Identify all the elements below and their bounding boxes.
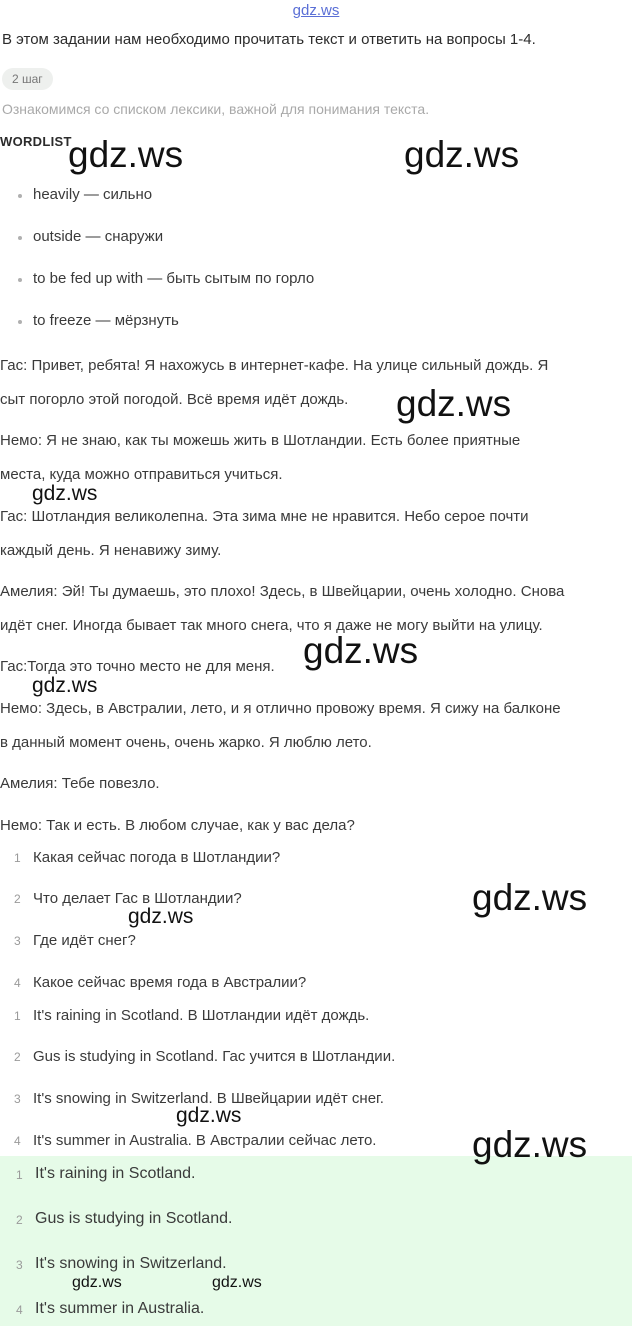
- bullet-icon: [18, 278, 22, 282]
- wordlist-heading: WORDLIST: [0, 134, 72, 149]
- question-number: 2: [14, 892, 21, 906]
- watermark: gdz.ws: [32, 674, 98, 697]
- wordlist-item: outside — снаружи: [33, 228, 164, 245]
- explanation-number: 4: [14, 1134, 21, 1148]
- explanation-text: It's summer in Australia. В Австралии сейчас лето.: [33, 1132, 377, 1149]
- answer-number: 3: [16, 1258, 23, 1272]
- watermark: gdz.ws: [212, 1274, 262, 1291]
- answers-box: [0, 1156, 632, 1326]
- answer-text: Gus is studying in Scotland.: [35, 1210, 233, 1227]
- explanation-text: Gus is studying in Scotland. Гас учится в Шотландии.: [33, 1048, 396, 1065]
- watermark: gdz.ws: [68, 134, 184, 175]
- answer-number: 4: [16, 1303, 23, 1317]
- lead-text: Ознакомимся со списком лексики, важной для понимания текста.: [2, 101, 430, 117]
- dialogue-line: Амелия: Эй! Ты думаешь, это плохо! Здесь, в Швейцарии, очень холодно. Снова: [0, 583, 565, 600]
- question-number: 1: [14, 851, 21, 865]
- answer-number: 2: [16, 1213, 23, 1227]
- watermark: gdz.ws: [472, 1124, 588, 1165]
- dialogue-line: Амелия: Тебе повезло.: [0, 775, 160, 792]
- answer-text: It's summer in Australia.: [35, 1300, 205, 1317]
- dialogue-line: каждый день. Я ненавижу зиму.: [0, 542, 222, 559]
- watermark: gdz.ws: [176, 1104, 242, 1127]
- step-badge: 2 шаг: [2, 68, 53, 90]
- wordlist-item: to freeze — мёрзнуть: [33, 312, 179, 329]
- dialogue-line: Немо: Я не знаю, как ты можешь жить в Шотландии. Есть более приятные: [0, 432, 521, 449]
- dialogue-line: сыт погорло этой погодой. Всё время идёт дождь.: [0, 391, 349, 408]
- question-number: 4: [14, 976, 21, 990]
- watermark: gdz.ws: [396, 383, 512, 424]
- watermark: gdz.ws: [404, 134, 520, 175]
- dialogue-line: Гас: Привет, ребята! Я нахожусь в интернет-кафе. На улице сильный дождь. Я: [0, 357, 549, 374]
- bullet-icon: [18, 320, 22, 324]
- explanation-text: It's raining in Scotland. В Шотландии идёт дождь.: [33, 1007, 370, 1024]
- question-number: 3: [14, 934, 21, 948]
- question-text: Какая сейчас погода в Шотландии?: [33, 849, 281, 866]
- question-text: Где идёт снег?: [33, 932, 136, 949]
- answer-number: 1: [16, 1168, 23, 1182]
- dialogue-line: Гас: Шотландия великолепна. Эта зима мне не нравится. Небо серое почти: [0, 508, 529, 525]
- explanation-number: 3: [14, 1092, 21, 1106]
- dialogue-line: в данный момент очень, очень жарко. Я люблю лето.: [0, 734, 372, 751]
- watermark: gdz.ws: [303, 630, 419, 671]
- dialogue-line: Немо: Здесь, в Австралии, лето, и я отлично провожу время. Я сижу на балконе: [0, 700, 561, 717]
- explanation-number: 1: [14, 1009, 21, 1023]
- intro-text: В этом задании нам необходимо прочитать текст и ответить на вопросы 1-4.: [2, 31, 536, 48]
- watermark: gdz.ws: [472, 877, 588, 918]
- watermark: gdz.ws: [32, 482, 98, 505]
- bullet-icon: [18, 194, 22, 198]
- question-text: Какое сейчас время года в Австралии?: [33, 974, 307, 991]
- wordlist-item: to be fed up with — быть сытым по горло: [33, 270, 315, 287]
- dialogue-line: идёт снег. Иногда бывает так много снега, что я даже не могу выйти на улицу.: [0, 617, 543, 634]
- dialogue-line: Гас:Тогда это точно место не для меня.: [0, 658, 275, 675]
- answer-text: It's snowing in Switzerland.: [35, 1255, 227, 1272]
- question-text: Что делает Гас в Шотландии?: [33, 890, 242, 907]
- explanation-text: It's snowing in Switzerland. В Швейцарии идёт снег.: [33, 1090, 384, 1107]
- answer-text: It's raining in Scotland.: [35, 1165, 196, 1182]
- wordlist-item: heavily — сильно: [33, 186, 153, 203]
- watermark: gdz.ws: [72, 1274, 122, 1291]
- watermark: gdz.ws: [128, 905, 194, 928]
- site-title-link[interactable]: gdz.ws: [292, 2, 340, 19]
- bullet-icon: [18, 236, 22, 240]
- dialogue-line: места, куда можно отправиться учиться.: [0, 466, 283, 483]
- explanation-number: 2: [14, 1050, 21, 1064]
- dialogue-line: Немо: Так и есть. В любом случае, как у вас дела?: [0, 817, 355, 834]
